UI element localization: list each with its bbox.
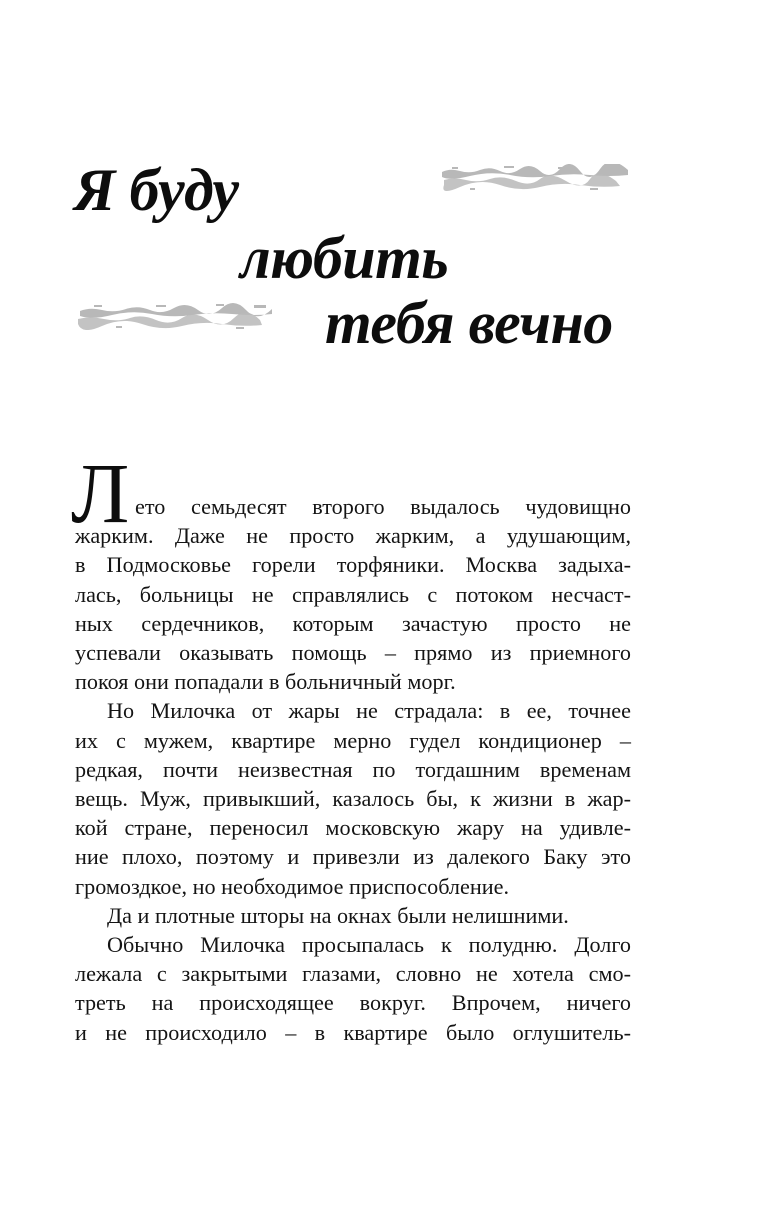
paragraph-3 [75,901,631,930]
text-line: в Подмосковье горели торфяники. Москва задыха- [75,552,631,578]
text-line: Но Милочка от жары не страдала: в ее, точнее [107,698,631,724]
paragraph-4 [75,930,631,1047]
chapter-title-line-3: тебя вечно [325,290,613,356]
paragraph-1 [71,445,631,696]
text-line: жарким. Даже не просто жарким, а удушающим, [75,523,631,549]
brush-stroke-decoration-icon [76,302,274,330]
text-line: вещь. Муж, привыкший, казалось бы, к жизни в жар- [75,786,631,812]
text-line: их с мужем, квартире мерно гудел кондиционер – [75,727,631,753]
brush-stroke-decoration-icon [440,164,630,192]
text-line: успевали оказывать помощь – прямо из приемного [75,640,631,666]
text-line: покоя они попадали в больничный морг. [75,669,456,695]
paragraph-2 [75,696,631,900]
text-line: ние плохо, поэтому и привезли из далекого Баку это [75,844,631,870]
text-line: треть на происходящее вокруг. Впрочем, ничего [75,990,631,1016]
text-line: кой стране, переносил московскую жару на удивле- [75,815,631,841]
text-line: ных сердечников, которым зачастую просто не [75,610,631,636]
text-line: лась, больницы не справлялись с потоком несчаст- [75,581,631,607]
chapter-title-line-2: любить [240,225,449,291]
text-line: лежала с закрытыми глазами, словно не хотела смо- [75,961,631,987]
text-line: Да и плотные шторы на окнах были нелишними. [107,902,569,928]
text-line: громоздкое, но необходимое приспособление. [75,873,509,899]
chapter-title-line-1: Я буду [74,157,239,223]
text-line: ето семьдесят второго выдалось чудовищно [135,494,631,519]
text-line: редкая, почти неизвестная по тогдашним временам [75,756,631,782]
text-line: Обычно Милочка просыпалась к полудню. Долго [107,932,631,958]
drop-cap: Л [71,445,130,541]
text-line: и не происходило – в квартире было оглушитель- [75,1019,631,1045]
chapter-body-text [71,445,631,1047]
